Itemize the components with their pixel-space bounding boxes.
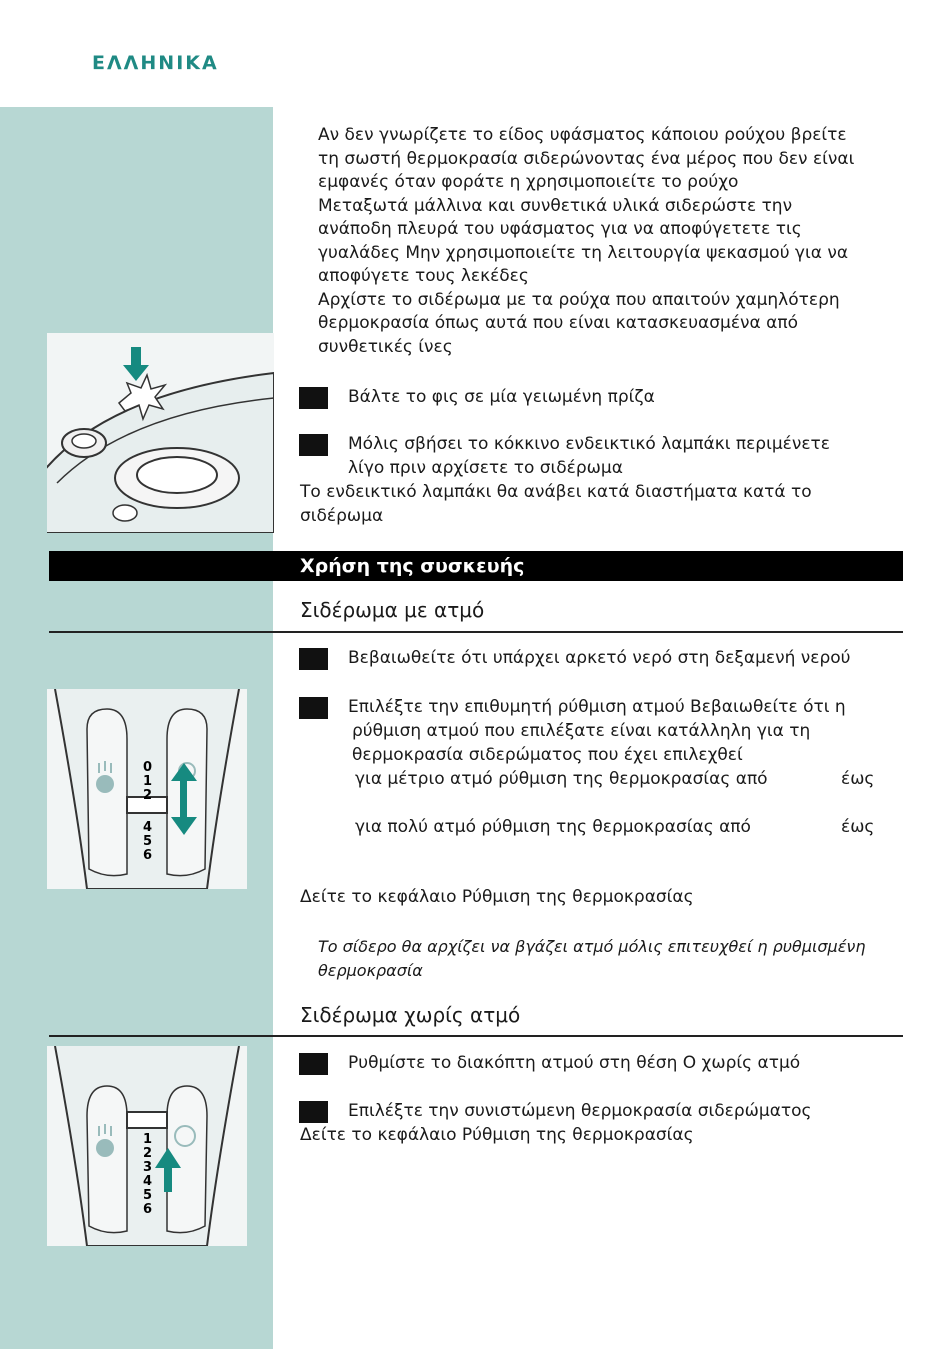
intro-paragraph bbox=[318, 124, 854, 359]
steam-dial-illustration bbox=[47, 689, 247, 889]
dry-ironing-heading: Σιδέρωμα χωρίς ατμό bbox=[300, 1003, 521, 1027]
intro-line: Μεταξωτά μάλλινα και συνθετικά υλικά σιδερώστε την bbox=[318, 195, 793, 216]
step-wait-light-line1: Μόλις σβήσει το κόκκινο ενδεικτικό λαμπάκι περιμένετε bbox=[348, 434, 830, 454]
step-wait-light-line2: λίγο πριν αρχίσετε το σιδέρωμα bbox=[348, 458, 623, 478]
step-plug-in: Βάλτε το φις σε μία γειωμένη πρίζα bbox=[348, 387, 655, 407]
intro-line: γυαλάδες Μην χρησιμοποιείτε τη λειτουργία ψεκασμού για να bbox=[318, 242, 849, 263]
step-water-check: Βεβαιωθείτε ότι υπάρχει αρκετό νερό στη δεξαμενή νερού bbox=[348, 648, 851, 668]
step-bullet bbox=[299, 1101, 328, 1123]
intro-line: εμφανές όταν φοράτε η χρησιμοποιείτε το ρούχο bbox=[318, 172, 739, 192]
max-steam-label: για πολύ ατμό ρύθμιση της θερμοκρασίας από bbox=[355, 817, 751, 837]
intro-line: ανάποδη πλευρά του υφάσματος για να αποφύγετετε τις bbox=[318, 219, 802, 239]
step-bullet bbox=[299, 1053, 328, 1075]
intro-line: θερμοκρασία όπως αυτά που είναι κατασκευασμένα από bbox=[318, 313, 798, 333]
step-steam-select-line1: Επιλέξτε την επιθυμητή ρύθμιση ατμού Βεβαιωθείτε ότι η bbox=[348, 697, 846, 717]
medium-steam-to: έως bbox=[841, 769, 875, 789]
indicator-note-line1: Το ενδεικτικό λαμπάκι θα ανάβει κατά διαστήματα κατά το bbox=[300, 482, 812, 502]
steam-note-line2: θερμοκρασία bbox=[318, 961, 423, 980]
dry-dial-number: 2 bbox=[143, 1146, 153, 1161]
intro-line: Αν δεν γνωρίζετε το είδος υφάσματος κάποιου ρούχου βρείτε bbox=[318, 125, 847, 145]
steam-heading-rule bbox=[49, 631, 903, 633]
step-steam-off: Ρυθμίστε το διακόπτη ατμού στη θέση O χωρίς ατμό bbox=[348, 1053, 801, 1073]
step-bullet bbox=[299, 648, 328, 670]
steam-dial-number: 0 bbox=[143, 760, 153, 775]
steam-dial-number: 4 bbox=[143, 820, 153, 835]
dry-heading-rule bbox=[49, 1035, 903, 1037]
max-steam-to: έως bbox=[841, 817, 875, 837]
dry-dial-drawing bbox=[47, 1046, 247, 1246]
dry-dial-number: 4 bbox=[143, 1174, 153, 1189]
steam-dial-number: 5 bbox=[143, 834, 153, 849]
iron-indicator-drawing bbox=[47, 333, 274, 533]
step-bullet bbox=[299, 387, 328, 409]
iron-indicator-illustration bbox=[47, 333, 274, 533]
intro-line: συνθετικές ίνες bbox=[318, 336, 453, 357]
intro-line: τη σωστή θερμοκρασία σιδερώνοντας ένα μέρος που δεν είναι bbox=[318, 148, 855, 169]
dry-dial-illustration bbox=[47, 1046, 247, 1246]
see-chapter-dry: Δείτε το κεφάλαιο Ρύθμιση της θερμοκρασίας bbox=[300, 1125, 694, 1145]
steam-dial-drawing bbox=[47, 689, 247, 889]
medium-steam-label: για μέτριο ατμό ρύθμιση της θερμοκρασίας από bbox=[355, 769, 768, 789]
step-temperature-select: Επιλέξτε την συνιστώμενη θερμοκρασία σιδερώματος bbox=[348, 1101, 812, 1121]
dry-dial-number: 3 bbox=[143, 1160, 153, 1175]
step-steam-select-line2: ρύθμιση ατμού που επιλέξατε είναι κατάλληλη για τη bbox=[352, 721, 811, 741]
step-bullet bbox=[299, 697, 328, 719]
steam-dial-number: 2 bbox=[143, 788, 153, 803]
indicator-note-line2: σιδέρωμα bbox=[300, 506, 384, 526]
steam-ironing-heading: Σιδέρωμα με ατμό bbox=[300, 598, 485, 622]
steam-dial-number: 1 bbox=[143, 774, 153, 789]
step-steam-select-line3: θερμοκρασία σιδερώματος που έχει επιλεχθεί bbox=[352, 745, 743, 765]
language-header: ΕΛΛΗΝΙΚΑ bbox=[92, 52, 219, 74]
dry-dial-number: 5 bbox=[143, 1188, 153, 1203]
section-title: Χρήση της συσκευής bbox=[300, 555, 525, 577]
step-bullet bbox=[299, 434, 328, 456]
steam-dial-number: 6 bbox=[143, 848, 153, 863]
dry-dial-number: 6 bbox=[143, 1202, 153, 1217]
intro-line: Αρχίστε το σιδέρωμα με τα ρούχα που απαιτούν χαμηλότερη bbox=[318, 289, 840, 310]
intro-line: αποφύγετε τους λεκέδες bbox=[318, 266, 529, 286]
dry-dial-number: 1 bbox=[143, 1132, 153, 1147]
see-chapter-steam: Δείτε το κεφάλαιο Ρύθμιση της θερμοκρασίας bbox=[300, 887, 694, 907]
steam-note-line1: Το σίδερο θα αρχίζει να βγάζει ατμό μόλις επιτευχθεί η ρυθμισμένη bbox=[318, 937, 866, 956]
